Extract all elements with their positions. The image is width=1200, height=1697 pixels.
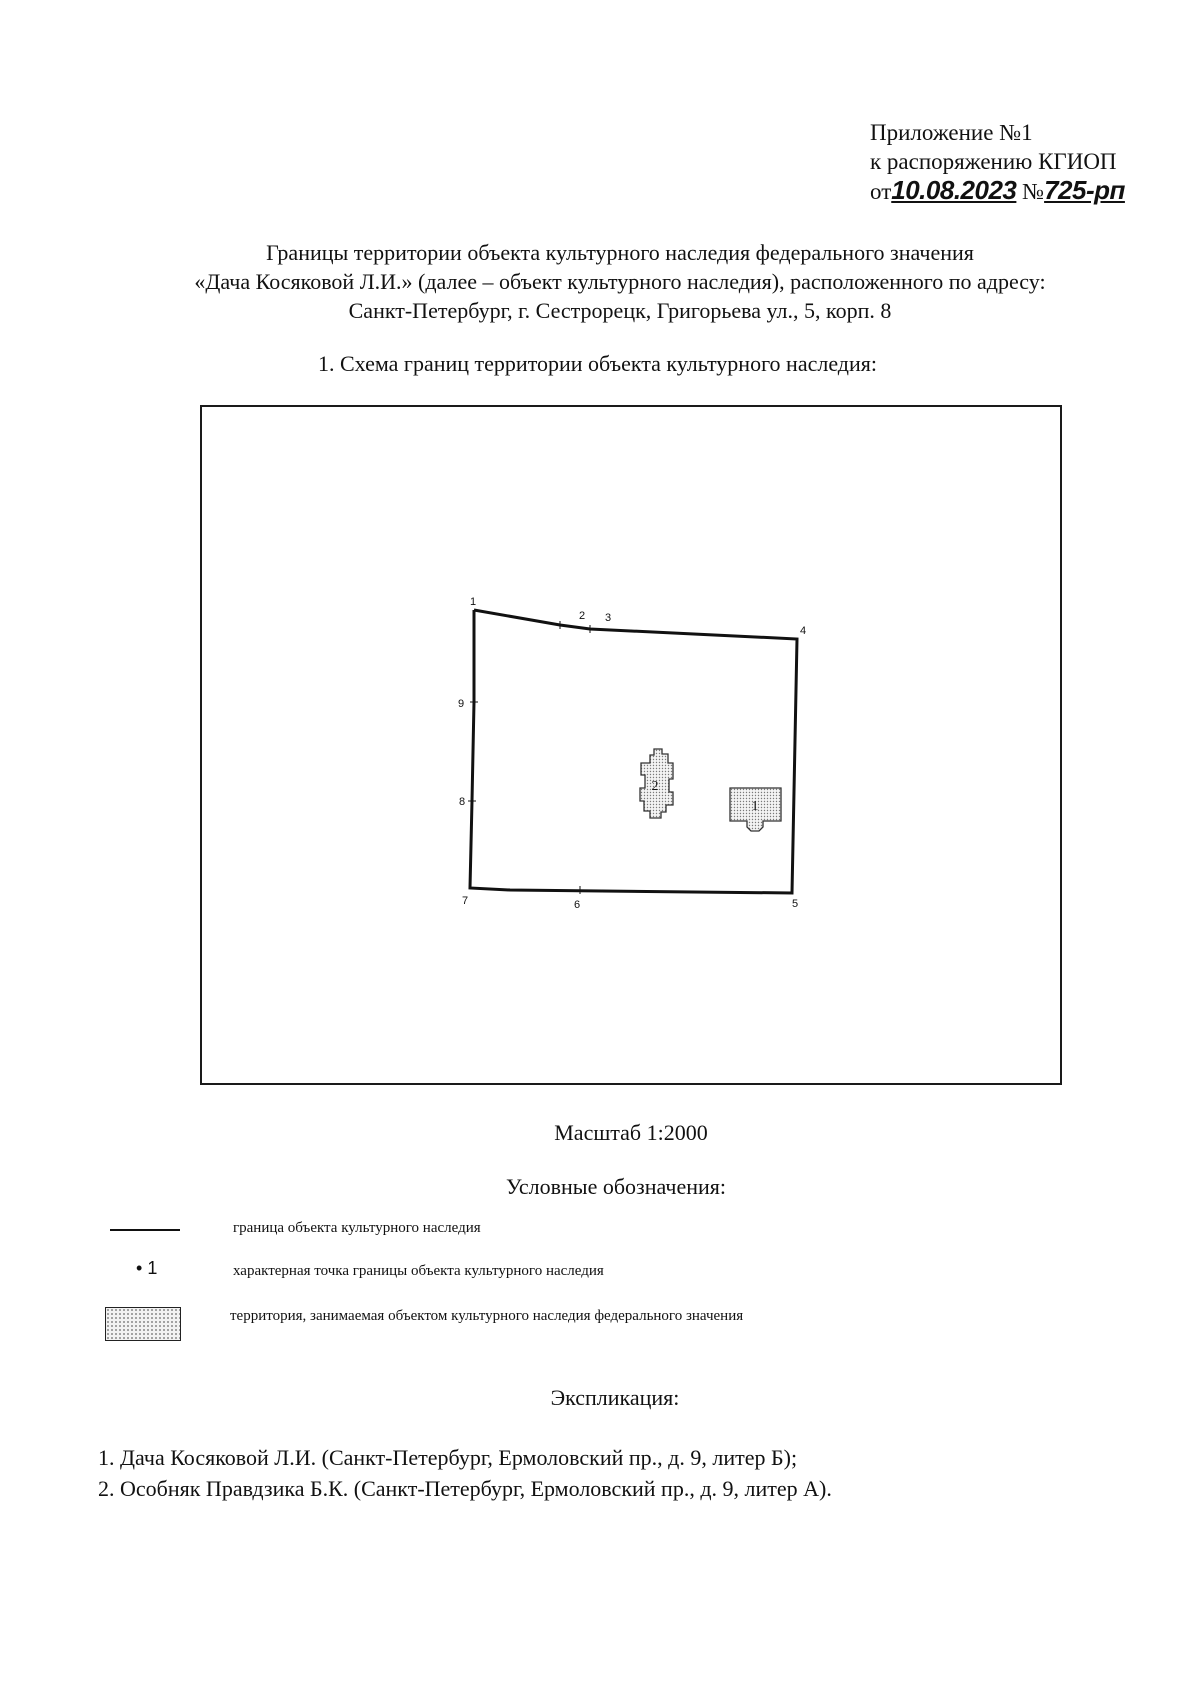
- explication-item: 1. Дача Косяковой Л.И. (Санкт-Петербург, Ермоловский пр., д. 9, литер Б);: [98, 1445, 798, 1470]
- legend-point-dot: •: [136, 1258, 143, 1278]
- appendix-header: [870, 118, 1125, 206]
- explication-list: [98, 1442, 832, 1504]
- legend-area-text: территория, занимаемая объектом культурного наследия федерального значения: [230, 1308, 744, 1324]
- explication-title: Экспликация:: [550, 1385, 680, 1410]
- legend-point-number: 1: [147, 1258, 158, 1278]
- boundary-map: [200, 405, 1062, 1085]
- territory-boundary: [470, 610, 797, 893]
- point-label-7: 7: [462, 895, 469, 907]
- title-line-2: «Дача Косяковой Л.И.» (далее – объект культурного наследия), расположенного по адресу:: [194, 269, 1046, 294]
- legend-point-text: характерная точка границы объекта культурного наследия: [233, 1263, 604, 1279]
- point-label-1: 1: [470, 596, 477, 608]
- order-date: 10.08.2023: [891, 175, 1017, 205]
- order-number: 725-рп: [1044, 175, 1125, 205]
- legend-boundary-text: граница объекта культурного наследия: [233, 1220, 481, 1236]
- point-label-2: 2: [579, 610, 586, 622]
- point-label-9: 9: [458, 698, 465, 710]
- explication-item: 2. Особняк Правдзика Б.К. (Санкт-Петербург, Ермоловский пр., д. 9, литер А).: [98, 1476, 832, 1501]
- object-label-1: 1: [751, 799, 759, 814]
- point-label-3: 3: [605, 612, 612, 624]
- legend-boundary-symbol: [110, 1229, 180, 1231]
- legend-title: Условные обозначения:: [505, 1174, 727, 1199]
- point-label-8: 8: [459, 796, 466, 808]
- appendix-title: Приложение №1: [870, 120, 1033, 145]
- document-title: [60, 238, 1180, 325]
- map-scale: Масштаб 1:2000: [554, 1120, 708, 1145]
- section-heading: 1. Схема границ территории объекта культурного наследия:: [318, 351, 878, 376]
- date-prefix: от: [870, 179, 892, 204]
- legend-point-symbol: [136, 1258, 157, 1279]
- point-label-5: 5: [792, 898, 799, 910]
- title-line-1: Границы территории объекта культурного наследия федерального значения: [266, 240, 974, 265]
- object-label-2: 2: [651, 779, 659, 794]
- boundary-scheme: [202, 407, 1060, 1083]
- point-label-6: 6: [574, 899, 581, 911]
- appendix-order-ref: к распоряжению КГИОП: [870, 149, 1117, 174]
- title-line-3: Санкт-Петербург, г. Сестрорецк, Григорьева ул., 5, корп. 8: [348, 298, 892, 323]
- point-label-4: 4: [800, 625, 807, 637]
- appendix-date-number: [870, 176, 1125, 206]
- legend-area-symbol: [105, 1307, 181, 1341]
- number-prefix: №: [1022, 179, 1045, 204]
